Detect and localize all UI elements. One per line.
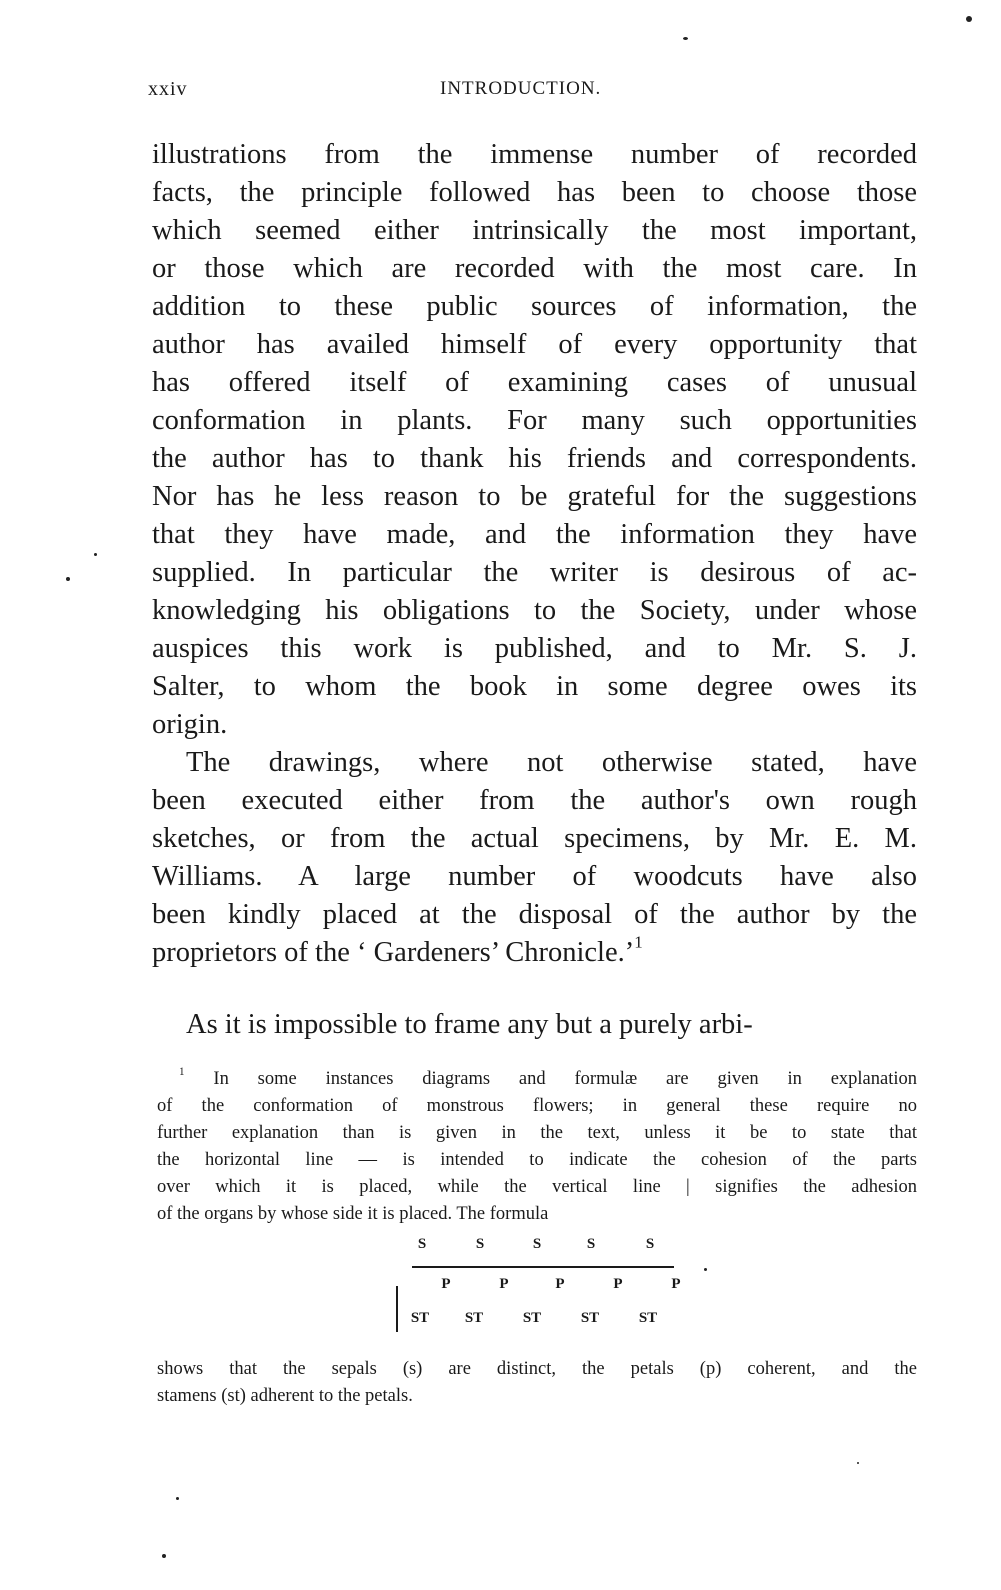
formula-sepal: S <box>645 1236 655 1252</box>
scan-speck <box>162 1554 166 1558</box>
footnote-line: the horizontal line — is intended to indicate the cohesion of the parts <box>157 1150 917 1170</box>
scan-speck <box>857 1462 859 1464</box>
formula-petal: P <box>441 1276 451 1292</box>
footnote-line: $^1$ In some instances diagrams and formulæ are given in explanation <box>179 1066 917 1089</box>
footnote-line: of the conformation of monstrous flowers; in general these require no <box>157 1096 917 1116</box>
formula-stamen: ST <box>464 1310 484 1326</box>
footnote-line: further explanation than is given in the text, unless it be to state that <box>157 1123 917 1143</box>
cohesion-line <box>412 1266 674 1268</box>
adhesion-line <box>396 1286 398 1332</box>
text-line: origin. <box>152 709 228 740</box>
text-line: sketches, or from the actual specimens, by Mr. E. M. <box>152 823 917 854</box>
formula-stamen: ST <box>410 1310 430 1326</box>
paragraph-end-text: proprietors of the ‘ Gardeners’ Chronicle.’ <box>152 937 635 968</box>
text-line: has offered itself of examining cases of unusual <box>152 367 917 398</box>
scan-speck <box>704 1268 707 1271</box>
footnote-line: over which it is placed, while the vertical line | signifies the adhesion <box>157 1177 917 1197</box>
scan-speck <box>66 577 70 581</box>
scan-speck <box>966 16 972 22</box>
formula-sepal: S <box>532 1236 542 1252</box>
text-line: The drawings, where not otherwise stated, have <box>186 747 917 778</box>
text-line: conformation in plants. For many such opportunities <box>152 405 917 436</box>
page-number: xxiv <box>148 78 188 100</box>
text-line: or those which are recorded with the most care. In <box>152 253 917 284</box>
text-line: Nor has he less reason to be grateful for the suggestions <box>152 481 917 512</box>
text-line: been executed either from the author's own rough <box>152 785 917 816</box>
footnote-line: of the organs by whose side it is placed. The formula <box>157 1204 549 1224</box>
floral-formula <box>390 1236 720 1340</box>
formula-petal: P <box>499 1276 509 1292</box>
text-line: auspices this work is published, and to Mr. S. J. <box>152 633 917 664</box>
continuing-text <box>152 1006 917 1044</box>
text-line: Williams. A large number of woodcuts have also <box>152 861 917 892</box>
text-line: that they have made, and the information they have <box>152 519 917 550</box>
formula-stamen: ST <box>522 1310 542 1326</box>
formula-sepal: S <box>586 1236 596 1252</box>
footnote-line: stamens (st) adherent to the petals. <box>157 1386 413 1406</box>
text-line: addition to these public sources of information, the <box>152 291 917 322</box>
text-line: knowledging his obligations to the Society, under whose <box>152 595 917 626</box>
footnote-marker: 1 <box>179 1066 185 1079</box>
formula-petal: P <box>671 1276 681 1292</box>
main-text <box>152 136 917 972</box>
formula-petal: P <box>613 1276 623 1292</box>
text-line: which seemed either intrinsically the most important, <box>152 215 917 246</box>
scan-speck <box>683 37 688 40</box>
text-line <box>152 934 917 972</box>
page-header <box>148 78 918 108</box>
scan-speck <box>176 1497 179 1500</box>
footnote-line: shows that the sepals (s) are distinct, the petals (p) coherent, and the <box>157 1359 917 1379</box>
text-line: Salter, to whom the book in some degree owes its <box>152 671 917 702</box>
text-line: supplied. In particular the writer is desirous of ac- <box>152 557 917 588</box>
text-line: the author has to thank his friends and correspondents. <box>152 443 917 474</box>
running-head: INTRODUCTION. <box>440 78 602 99</box>
formula-petal: P <box>555 1276 565 1292</box>
formula-sepal: S <box>475 1236 485 1252</box>
scan-speck <box>94 553 97 556</box>
footnote-reference: 1 <box>634 932 643 952</box>
text-line: author has availed himself of every opportunity that <box>152 329 917 360</box>
text-line: illustrations from the immense number of recorded <box>152 139 917 170</box>
text-line: facts, the principle followed has been to choose those <box>152 177 917 208</box>
formula-stamen: ST <box>580 1310 600 1326</box>
text-line: As it is impossible to frame any but a purely arbi- <box>186 1009 753 1040</box>
text-line: been kindly placed at the disposal of the author by the <box>152 899 917 930</box>
formula-sepal: S <box>417 1236 427 1252</box>
formula-stamen: ST <box>638 1310 658 1326</box>
